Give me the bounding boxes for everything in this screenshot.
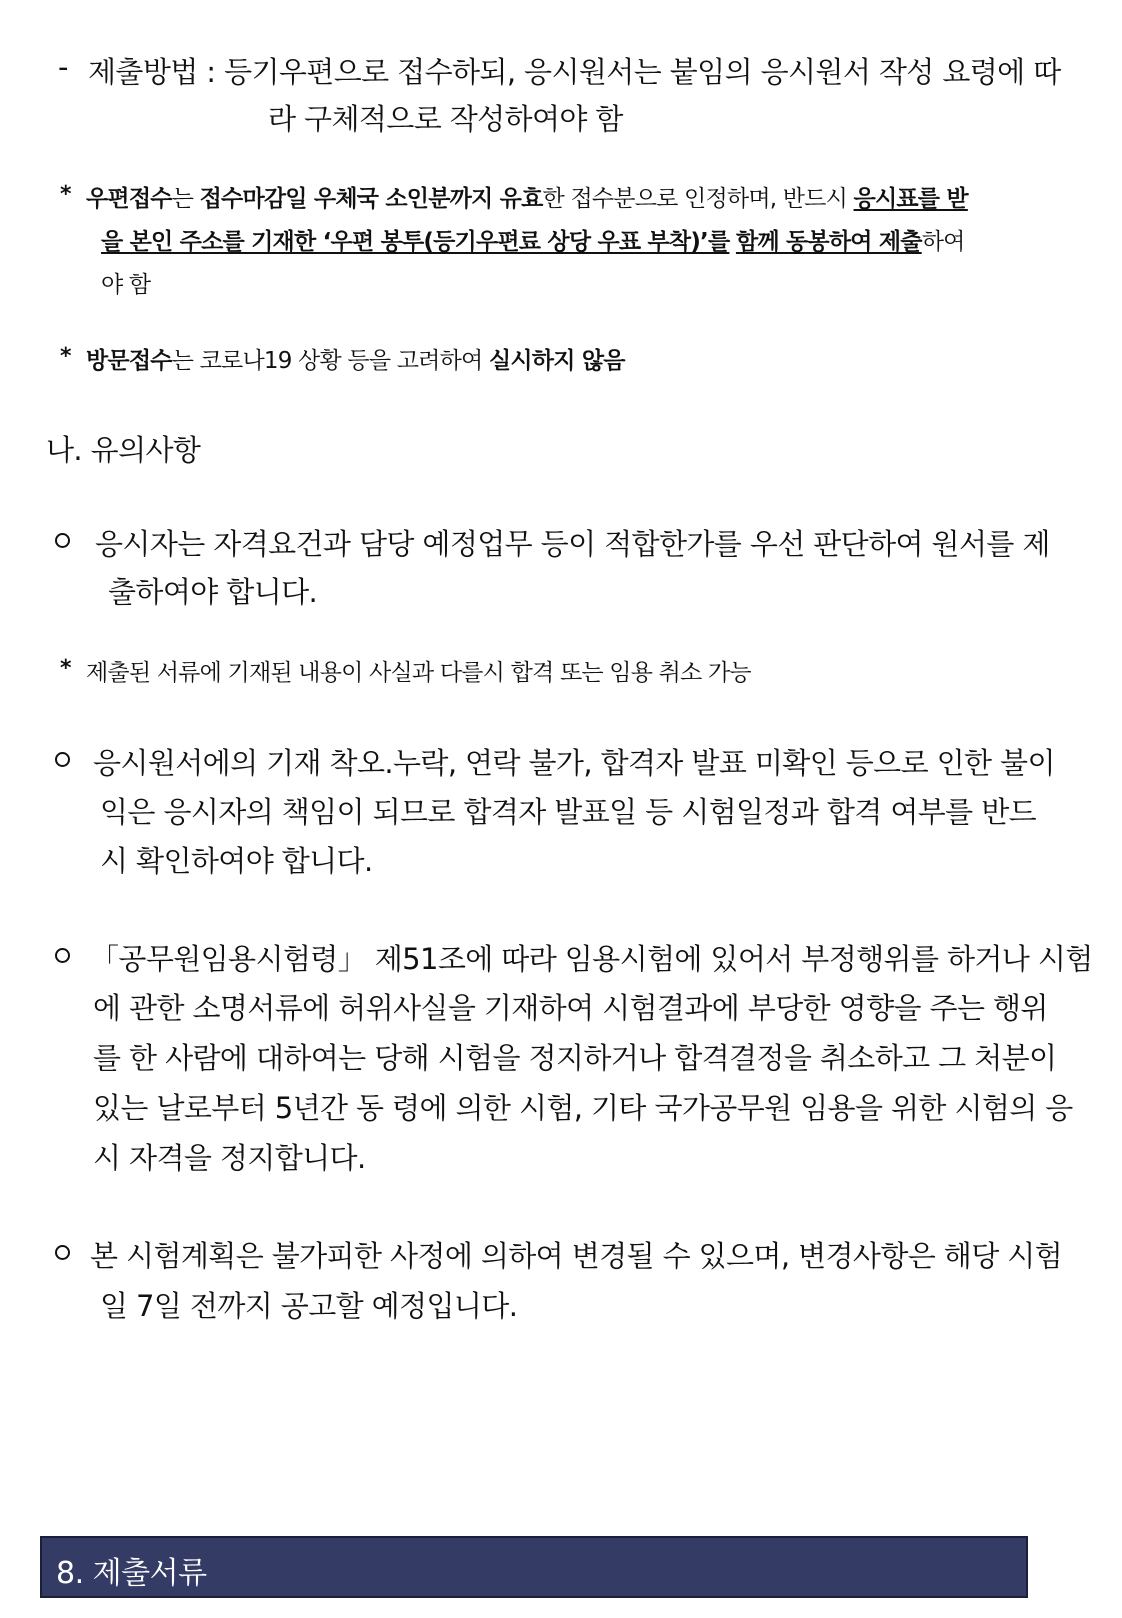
note-mail-p4: 한 접수분으로 인정하며, 반드시 xyxy=(542,186,854,212)
note-mail-l2b: 함께 동봉하여 제출 xyxy=(735,229,922,255)
note-visit-p1: 방문접수 xyxy=(86,348,172,374)
circle-bullet-icon xyxy=(55,948,70,963)
note-docs-star: * xyxy=(60,656,72,681)
circle-bullet-icon xyxy=(55,533,70,548)
submission-dash: - xyxy=(58,50,68,84)
item-1-line-2: 출하여야 합니다. xyxy=(108,575,318,609)
note-mail-star: * xyxy=(60,182,72,207)
subheading-notes: 나. 유의사항 xyxy=(46,433,201,467)
note-mail-p3: 접수마감일 우체국 소인분까지 유효 xyxy=(199,186,543,212)
item-3-line-3: 를 한 사람에 대하여는 당해 시험을 정지하거나 합격결정을 취소하고 그 처분이 xyxy=(93,1041,1057,1075)
item-3-line-5: 시 자격을 정지합니다. xyxy=(93,1141,366,1175)
circle-bullet-icon xyxy=(55,752,70,767)
item-3-line-1: 「공무원임용시험령」 제51조에 따라 임용시험에 있어서 부정행위를 하거나 시험 xyxy=(90,942,1093,976)
note-docs-text: 제출된 서류에 기재된 내용이 사실과 다를시 합격 또는 임용 취소 가능 xyxy=(86,660,751,686)
note-mail-line-1 xyxy=(86,180,968,213)
item-4-line-2: 일 7일 전까지 공고할 예정입니다. xyxy=(100,1289,518,1323)
note-mail-l2a: 을 본인 주소를 기재한 ‘우편 봉투(등기우편료 상당 우표 부착)’를 xyxy=(101,229,730,255)
note-visit-star: * xyxy=(60,344,72,369)
note-mail-p1: 우편접수 xyxy=(86,186,172,212)
item-2-line-1: 응시원서에의 기재 착오.누락, 연락 불가, 합격자 발표 미확인 등으로 인한 불이 xyxy=(93,746,1055,780)
note-mail-l2end: 하여 xyxy=(921,229,965,255)
note-visit-p3: 실시하지 않음 xyxy=(488,348,625,374)
note-visit-p2: 는 코로나19 상황 등을 고려하여 xyxy=(171,348,489,374)
submission-line-1: 제출방법 : 등기우편으로 접수하되, 응시원서는 붙임의 응시원서 작성 요령에 따 xyxy=(88,55,1061,89)
section-header-bar xyxy=(40,1536,1028,1598)
circle-bullet-icon xyxy=(55,1245,70,1260)
note-mail-p5: 응시표를 받 xyxy=(853,186,968,212)
item-2-line-3: 시 확인하여야 합니다. xyxy=(100,844,373,878)
note-mail-p2: 는 xyxy=(171,186,200,212)
item-2-line-2: 익은 응시자의 책임이 되므로 합격자 발표일 등 시험일정과 합격 여부를 반드 xyxy=(100,795,1037,829)
section-title: 8. 제출서류 xyxy=(56,1556,207,1591)
item-3-line-4: 있는 날로부터 5년간 동 령에 의한 시험, 기타 국가공무원 임용을 위한 시험의 응 xyxy=(93,1091,1073,1125)
note-visit-line xyxy=(86,342,625,375)
note-mail-line-3: 야 함 xyxy=(101,272,151,298)
item-1-line-1: 응시자는 자격요건과 담당 예정업무 등이 적합한가를 우선 판단하여 원서를 제 xyxy=(95,527,1050,561)
item-3-line-2: 에 관한 소명서류에 허위사실을 기재하여 시험결과에 부당한 영향을 주는 행위 xyxy=(93,991,1048,1025)
item-4-line-1: 본 시험계획은 불가피한 사정에 의하여 변경될 수 있으며, 변경사항은 해당 시험 xyxy=(90,1239,1063,1273)
submission-line-2: 라 구체적으로 작성하여야 함 xyxy=(268,102,623,136)
note-mail-line-2 xyxy=(101,223,965,256)
